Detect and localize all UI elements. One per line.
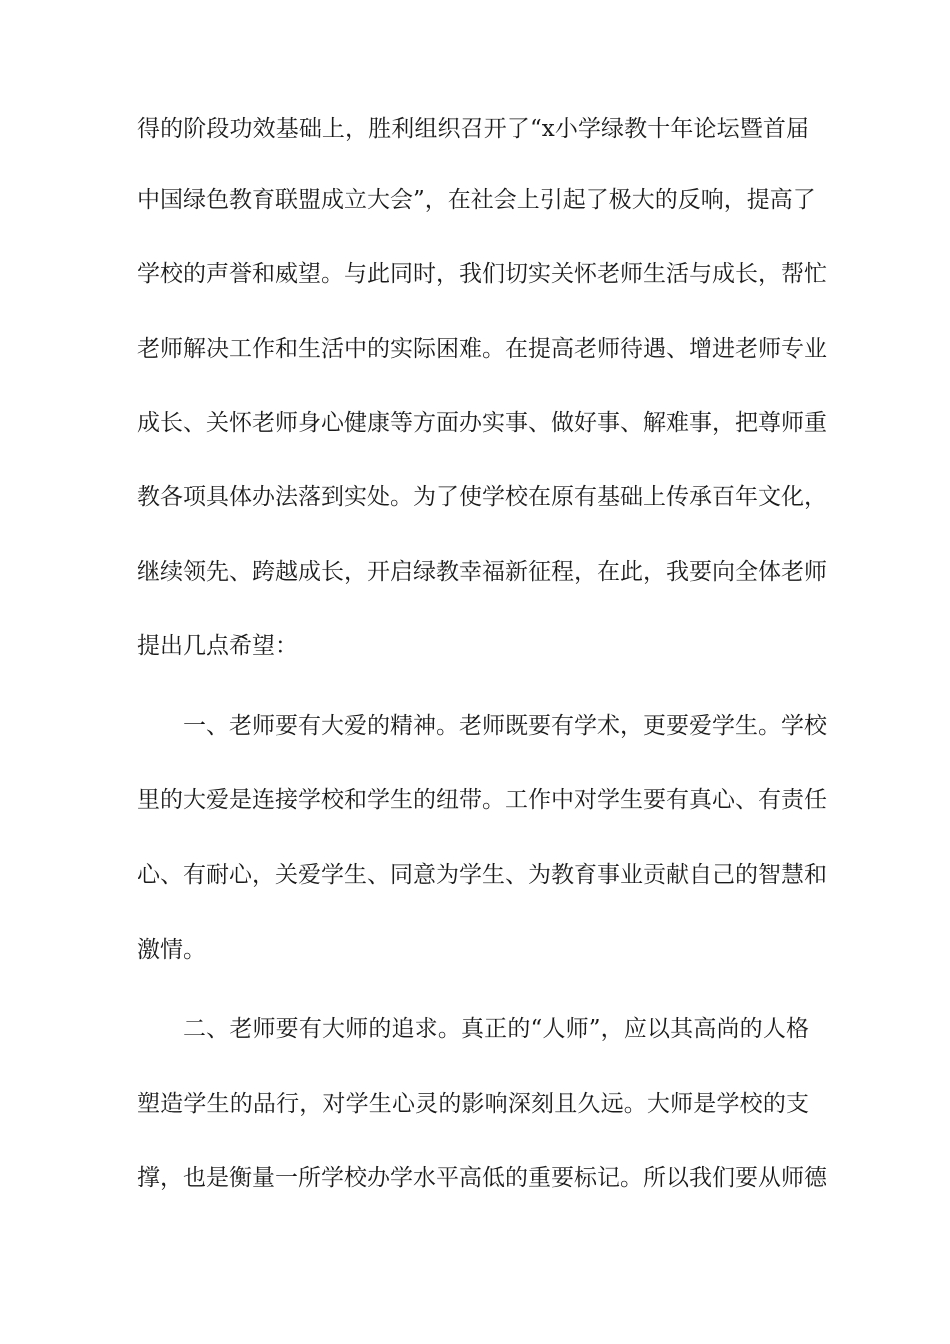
text-line-15: 撑，也是衡量一所学校办学水平高低的重要标记。所以我们要从师德 — [137, 1165, 827, 1191]
text-line-8: 提出几点希望： — [137, 633, 298, 659]
text-line-11: 心、有耐心，关爱学生、同意为学生、为教育事业贡献自己的智慧和 — [137, 862, 827, 888]
text-line-10: 里的大爱是连接学校和学生的纽带。工作中对学生要有真心、有责任 — [137, 787, 827, 813]
text-line-3: 学校的声誉和威望。与此同时，我们切实关怀老师生活与成长，帮忙 — [137, 261, 827, 287]
text-line-4: 老师解决工作和生活中的实际困难。在提高老师待遇、增进老师专业 — [137, 336, 827, 362]
text-line-7: 继续领先、跨越成长，开启绿教幸福新征程，在此，我要向全体老师 — [137, 559, 827, 585]
text-line-1: 得的阶段功效基础上，胜利组织召开了“x小学绿教十年论坛暨首届 — [137, 116, 809, 142]
text-line-2: 中国绿色教育联盟成立大会”，在社会上引起了极大的反响，提高了 — [137, 187, 816, 213]
text-line-9: 一、老师要有大爱的精神。老师既要有学术，更要爱学生。学校 — [183, 713, 827, 739]
text-line-6: 教各项具体办法落到实处。为了使学校在原有基础上传承百年文化， — [137, 484, 827, 510]
text-line-14: 塑造学生的品行，对学生心灵的影响深刻且久远。大师是学校的支 — [137, 1091, 809, 1117]
text-line-13: 二、老师要有大师的追求。真正的“人师”，应以其高尚的人格 — [183, 1016, 809, 1042]
text-line-5: 成长、关怀老师身心健康等方面办实事、做好事、解难事，把尊师重 — [137, 410, 827, 436]
text-line-12: 激情。 — [137, 937, 206, 963]
